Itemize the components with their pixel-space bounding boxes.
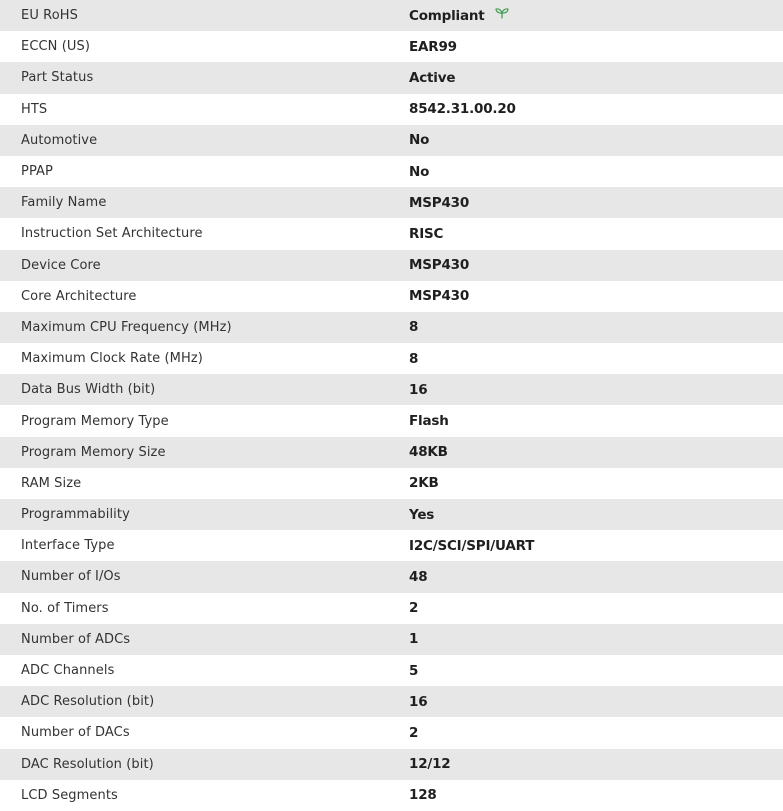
- spec-value: 8: [409, 319, 419, 336]
- spec-name: Core Architecture: [21, 288, 137, 304]
- spec-value: 8542.31.00.20: [409, 101, 516, 118]
- table-row-program-memory-size: [0, 437, 783, 468]
- table-row-adc-resolution: [0, 686, 783, 717]
- table-row-programmability: [0, 499, 783, 530]
- table-row-ppap: [0, 156, 783, 187]
- spec-value-cell: [409, 0, 783, 31]
- table-row-device-core: [0, 250, 783, 281]
- spec-value: 8: [409, 350, 419, 367]
- spec-name: PPAP: [21, 164, 53, 180]
- spec-name: Automotive: [21, 132, 98, 148]
- table-row-number-of-dacs: [0, 717, 783, 748]
- spec-name: ECCN (US): [21, 39, 91, 55]
- spec-name: ADC Resolution (bit): [21, 694, 155, 710]
- spec-name: Program Memory Size: [21, 444, 166, 460]
- spec-value: MSP430: [409, 288, 470, 305]
- leaf-icon: [495, 7, 509, 23]
- spec-value: 16: [409, 381, 428, 398]
- table-row-max-clock-rate: [0, 343, 783, 374]
- table-row-part-status: [0, 62, 783, 93]
- table-row-core-architecture: [0, 281, 783, 312]
- spec-name: Programmability: [21, 507, 130, 523]
- table-row-eu-rohs: [0, 0, 783, 31]
- spec-value: 2: [409, 600, 419, 617]
- spec-value: 16: [409, 693, 428, 710]
- spec-value: Yes: [409, 506, 435, 523]
- table-row-data-bus-width: [0, 374, 783, 405]
- spec-name: Maximum CPU Frequency (MHz): [21, 319, 232, 335]
- table-row-program-memory-type: [0, 405, 783, 436]
- spec-name: Instruction Set Architecture: [21, 226, 203, 242]
- spec-value: 1: [409, 631, 419, 648]
- spec-value: No: [409, 163, 430, 180]
- spec-name: Number of DACs: [21, 725, 130, 741]
- spec-name: DAC Resolution (bit): [21, 756, 154, 772]
- spec-name: No. of Timers: [21, 600, 109, 616]
- table-row-max-cpu-frequency: [0, 312, 783, 343]
- spec-name: HTS: [21, 101, 48, 117]
- spec-name: Interface Type: [21, 538, 115, 554]
- table-row-lcd-segments: [0, 780, 783, 811]
- spec-value: Active: [409, 69, 456, 86]
- spec-value: Compliant: [409, 7, 485, 24]
- spec-name: LCD Segments: [21, 787, 118, 803]
- table-row-hts: [0, 94, 783, 125]
- table-row-adc-channels: [0, 655, 783, 686]
- spec-value: 48: [409, 568, 428, 585]
- spec-name: Part Status: [21, 70, 94, 86]
- spec-value: EAR99: [409, 38, 457, 55]
- spec-value: No: [409, 132, 430, 149]
- table-row-number-of-ios: [0, 561, 783, 592]
- spec-value: Flash: [409, 413, 449, 430]
- spec-name: ADC Channels: [21, 663, 115, 679]
- spec-name: Program Memory Type: [21, 413, 169, 429]
- spec-name: Number of I/Os: [21, 569, 121, 585]
- spec-value: 2KB: [409, 475, 439, 492]
- table-row-number-of-adcs: [0, 624, 783, 655]
- spec-value: MSP430: [409, 257, 470, 274]
- table-row-automotive: [0, 125, 783, 156]
- spec-name: EU RoHS: [21, 8, 78, 24]
- spec-value: 5: [409, 662, 419, 679]
- spec-name: Maximum Clock Rate (MHz): [21, 351, 203, 367]
- table-row-ram-size: [0, 468, 783, 499]
- spec-name: Data Bus Width (bit): [21, 382, 156, 398]
- table-row-no-of-timers: [0, 593, 783, 624]
- spec-value: RISC: [409, 225, 444, 242]
- table-row-family-name: [0, 187, 783, 218]
- spec-value: MSP430: [409, 194, 470, 211]
- table-row-dac-resolution: [0, 749, 783, 780]
- spec-value: 12/12: [409, 756, 451, 773]
- spec-name: RAM Size: [21, 475, 82, 491]
- spec-value: 2: [409, 724, 419, 741]
- spec-value: I2C/SCI/SPI/UART: [409, 537, 535, 554]
- spec-name: Device Core: [21, 257, 101, 273]
- table-row-eccn: [0, 31, 783, 62]
- table-row-interface-type: [0, 530, 783, 561]
- spec-name: Number of ADCs: [21, 631, 131, 647]
- spec-value: 128: [409, 787, 437, 804]
- spec-value: 48KB: [409, 444, 448, 461]
- spec-name: Family Name: [21, 195, 107, 211]
- table-row-instruction-set: [0, 218, 783, 249]
